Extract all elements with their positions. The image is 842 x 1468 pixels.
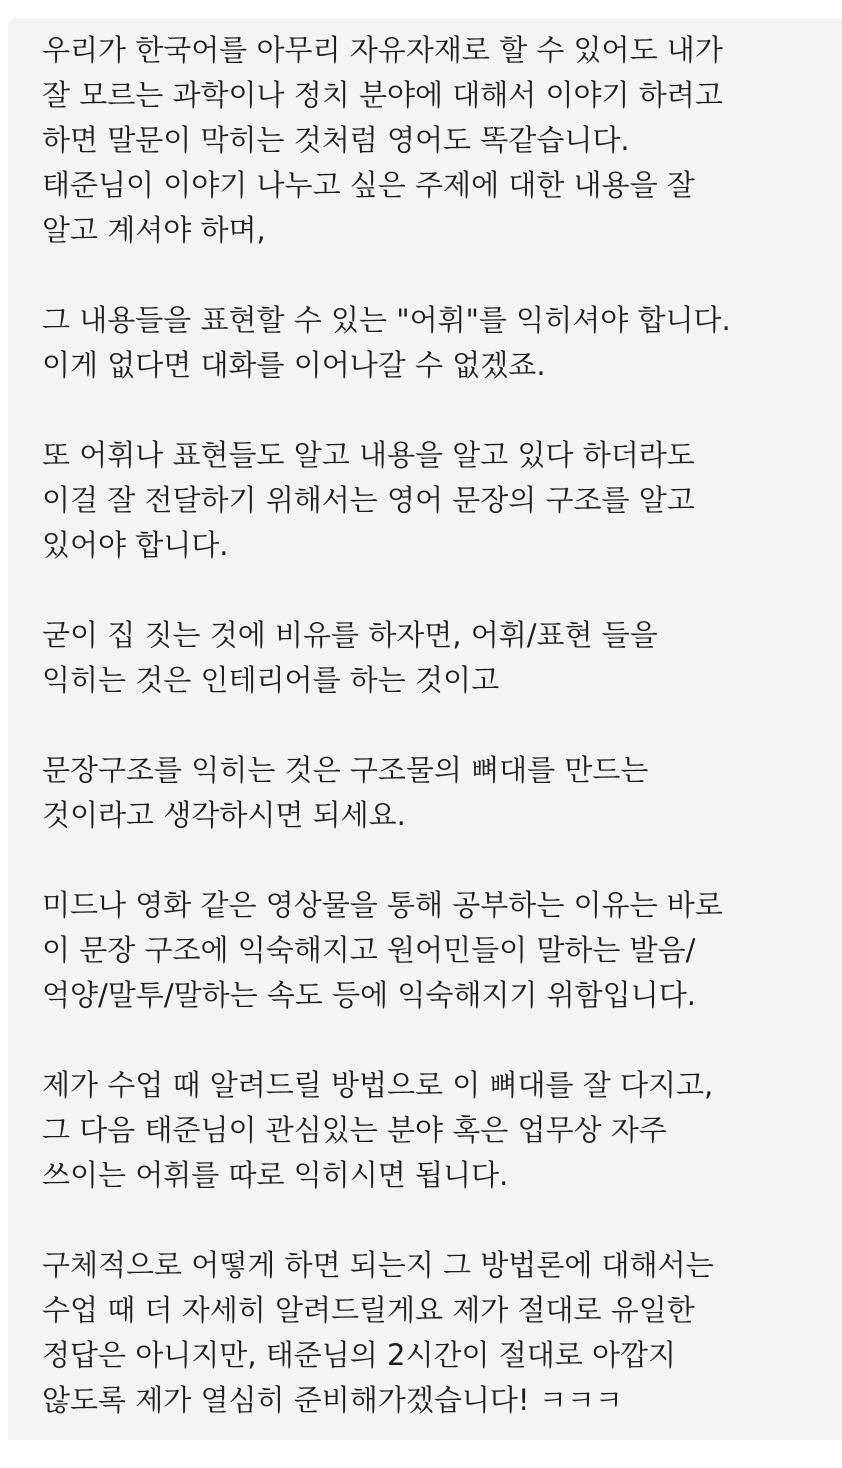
message-line: 쓰이는 어휘를 따로 익히시면 됩니다. <box>42 1158 509 1192</box>
paragraph-1 <box>42 28 842 253</box>
message-line: 있어야 합니다. <box>42 528 229 562</box>
message-line: 그 내용들을 표현할 수 있는 "어휘"를 익히셔야 합니다. <box>42 303 731 337</box>
message-line: 않도록 제가 열심히 준비해가겠습니다! ㅋㅋㅋ <box>42 1383 623 1417</box>
message-line: 이게 없다면 대화를 이어나갈 수 없겠죠. <box>42 348 546 382</box>
message-line: 제가 수업 때 알려드릴 방법으로 이 뼈대를 잘 다지고, <box>42 1068 714 1102</box>
message-line: 것이라고 생각하시면 되세요. <box>42 798 406 832</box>
message-line: 그 다음 태준님이 관심있는 분야 혹은 업무상 자주 <box>42 1113 667 1147</box>
paragraph-4 <box>42 613 842 703</box>
paragraph-3 <box>42 433 842 568</box>
message-line: 정답은 아니지만, 태준님의 2시간이 절대로 아깝지 <box>42 1338 677 1372</box>
message-line: 수업 때 더 자세히 알려드릴게요 제가 절대로 유일한 <box>42 1293 695 1327</box>
message-line: 우리가 한국어를 아무리 자유자재로 할 수 있어도 내가 <box>42 33 723 67</box>
message-line: 잘 모르는 과학이나 정치 분야에 대해서 이야기 하려고 <box>42 78 723 112</box>
message-line: 또 어휘나 표현들도 알고 내용을 알고 있다 하더라도 <box>42 438 695 472</box>
message-line: 구체적으로 어떻게 하면 되는지 그 방법론에 대해서는 <box>42 1248 714 1282</box>
paragraph-8 <box>42 1243 842 1423</box>
message-line: 익히는 것은 인테리어를 하는 것이고 <box>42 663 500 697</box>
message-line: 미드나 영화 같은 영상물을 통해 공부하는 이유는 바로 <box>42 888 723 922</box>
paragraph-7 <box>42 1063 842 1198</box>
message-line: 하면 말문이 막히는 것처럼 영어도 똑같습니다. <box>42 123 630 157</box>
message-body <box>42 28 842 1468</box>
paragraph-6 <box>42 883 842 1018</box>
message-line: 이걸 잘 전달하기 위해서는 영어 문장의 구조를 알고 <box>42 483 695 517</box>
paragraph-5 <box>42 748 842 838</box>
message-bubble <box>8 18 842 1440</box>
message-line: 알고 계셔야 하며, <box>42 213 266 247</box>
paragraph-2 <box>42 298 842 388</box>
message-line: 억양/말투/말하는 속도 등에 익숙해지기 위함입니다. <box>42 978 696 1012</box>
message-line: 이 문장 구조에 익숙해지고 원어민들이 말하는 발음/ <box>42 933 696 967</box>
message-line: 태준님이 이야기 나누고 싶은 주제에 대한 내용을 잘 <box>42 168 695 202</box>
message-line: 굳이 집 짓는 것에 비유를 하자면, 어휘/표현 들을 <box>42 618 658 652</box>
message-line: 문장구조를 익히는 것은 구조물의 뼈대를 만드는 <box>42 753 649 787</box>
